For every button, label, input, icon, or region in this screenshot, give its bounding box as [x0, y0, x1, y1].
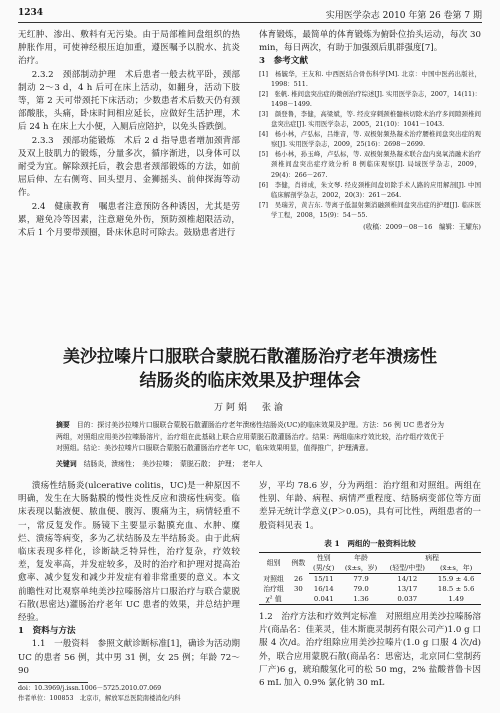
- table-cell: 26: [294, 574, 303, 583]
- table-cell: 16/14: [313, 585, 334, 594]
- column-header: 年龄: [339, 553, 383, 564]
- table-cell: 79.0: [353, 585, 369, 594]
- column-subheader: (轻型/中型): [383, 563, 431, 574]
- table-cell: 18.5 ± 5.6: [437, 585, 475, 594]
- received-note: (收稿：2009－08－16 编辑：王耀东): [363, 223, 481, 232]
- keywords-text: 结肠炎，溃疡性； 美沙拉嗪； 蒙脱石散； 护理； 老年人: [83, 460, 263, 468]
- reference-item: [6] 李健，肖祥成，朱文琴. 经皮颈椎间盘切除手术人路的应用解剖[J]. 中国临床解剖学杂志，2002，20(3)：261－264.: [259, 180, 481, 199]
- keywords-label: 关键词: [56, 460, 77, 468]
- right-column-body: [259, 480, 481, 690]
- table-cell: χ² 值: [259, 594, 288, 605]
- reference-item: [5] 杨小林，孙玉峰，卢弘标，等. 双极射频热凝术联合盘内臭氧消融术治疗颈椎间盘突出症疗效分析 8 例临床观察[J]. 局域医学杂志，2009，29(4)：266－267.: [259, 150, 481, 179]
- table-cell: 14/12: [397, 575, 418, 584]
- table-cell: 77.9: [353, 575, 369, 584]
- left-column-body: [18, 480, 240, 678]
- table-cell: 1.49: [431, 594, 481, 605]
- reference-item: [2] 张帆. 椎间盘突出症的微创治疗综述[J]. 实用医学杂志，2007，14(11)：1498－1499.: [259, 89, 482, 108]
- reference-item: [3] 颜登鲁，李健，高梁斌，等. 经皮穿刺颈椎髓核切除术治疗多间隙颈椎间盘突出症[J]. 实用医学杂志，2005，21(10)：1041－1043.: [259, 109, 481, 129]
- column-header: 病程: [383, 553, 481, 564]
- reference-item: [7] 吴瑞芳，黄吉东. 等离子低温射频消融颈椎间盘突出症的护理[J]. 临床医学工程，2008，15(9)：54－55.: [259, 200, 481, 219]
- keywords: [56, 458, 444, 468]
- title-line: 美沙拉嗪片口服联合蒙脱石散灌肠治疗老年溃疡性: [63, 347, 437, 367]
- table-title: 表 1 两组的一般资料比较: [324, 538, 416, 548]
- authors: 万阿娟 张渝: [213, 403, 286, 413]
- table-cell: 15.9 ± 4.6: [437, 575, 475, 584]
- paragraph: 2.4 健康教育 嘱患者注意预防各种诱因，尤其是劳累，避免冷等因素，注意避免外伤，预防颈椎超限活动，术后 1 个月要带颈圈，卧床休息时可除去。鼓励患者进行: [18, 201, 240, 239]
- data-table: [259, 552, 481, 605]
- paragraph: 2.3.2 颈部制动护理 术后患者一般去枕平卧，颈部制动 2～3 d，4 h 后可在床上活动，如翻身，活动下肢等，第 2 天可带颈托下床活动；少数患者术后数天仍有颈部酸胀，头痛，卧床时间相应延长，应做好生活护理，术后 24 h 在床上大小便，入厕后应陪护，以免头昏跌倒。: [18, 69, 240, 133]
- column-header: 组别: [259, 553, 288, 574]
- paragraph: 1.2 治疗方法和疗效判定标准 对照组应用美沙拉嗪肠溶片(商品名：佳莱灵，佳木斯鹿灵制药有限公司产)1.0 g 口服 4 次/d。治疗组除应用美沙拉嗪片(1.0 g 口服 4 次/d)外，联合应用蒙脱石散(商品名：思密达，北京同仁堂制药厂产)6 g，琥珀酸氢化可的松 50 mg，2% 盐酸普鲁卡因 6 mL 加入 0.9% 氯化钠 30 mL: [259, 612, 481, 689]
- references-heading: 3 参考文献: [259, 56, 308, 67]
- table-cell: 30: [294, 585, 303, 594]
- paragraph: 溃疡性结肠炎(ulcerative colitis，UC)是一种原因不明确，发生在大肠黏膜的慢性炎性反应和溃疡性病变。临床表现以黏液便、脓血便、腹泻、腹痛为主，病情轻重不一，常反复发作。肠镜下主要显示黏膜充血、水肿、糜烂、溃疡等病变，多为乙状结肠及左半结肠炎。由于此病临床表现多样化，诊断缺乏特异性，治疗复杂，疗效较差，复发率高，并发症较多，及时的治疗和护理对提高治愈率、减少复发和减少并发症有着非常重要的意义。本文前瞻性对比观察单纯美沙拉嗪肠溶片口服治疗与联合蒙脱石散(思密达)灌肠治疗老年 UC 患者的效果，并总结护理经验。: [18, 481, 240, 624]
- page-number: 1234: [18, 8, 44, 18]
- column-header: 例数: [288, 553, 308, 574]
- paragraph: 无红肿、渗出、敷料有无污染。由于局部椎间盘组织的热肿胀作用，可使神经根压迫加重，遵医嘱予以脱水、抗炎治疗。: [18, 30, 240, 67]
- table-row: [259, 574, 481, 585]
- paragraph: 2.3.3 颈部功能锻炼 术后 2 d 指导患者增加颈背部及双上肢肌力的锻炼，分量多次，循序渐进，以身体可以耐受为宜。解除颈托后，教会患者颈部锻炼的方法，如前屈后伸、左右侧弯、回头望月、金狮摇头、前伸探海等动作。: [18, 135, 240, 199]
- paragraph: 岁，平均 78.6 岁，分为两组：治疗组和对照组。两组在性别、年龄、病程、病情严重程度、结肠病变部位等方面差异无统计学意义(P＞0.05)，具有可比性，两组患者的一般资料见表 1。: [259, 481, 481, 531]
- section-heading: 1 资料与方法: [18, 626, 76, 637]
- header-rule: [18, 22, 482, 23]
- abstract: [56, 420, 444, 455]
- table-cell: 0.037: [383, 594, 431, 605]
- table-cell: 1.36: [339, 594, 383, 605]
- column-subheader: (x̄±s，岁): [339, 563, 383, 574]
- column-header: 性别: [309, 553, 339, 564]
- reference-item: [4] 杨小林，卢弘标，吕维音，等. 双极射频热凝术治疗腰椎间盘突出症的观察[J]. 实用医学杂志，2009，25(16)：2698－2699.: [259, 130, 481, 149]
- doi: doi：10.3969/j.issn.1006－5725.2010.07.069: [18, 685, 162, 692]
- column-subheader: (男/女): [309, 563, 339, 574]
- affiliation: 作者单位：100853 北京市，解放军总医院南楼消化内科: [18, 695, 181, 702]
- table-cell: 13/17: [397, 585, 418, 594]
- journal-name: 实用医学杂志 2010 年第 26 卷第 7 期: [325, 11, 482, 21]
- running-header: [18, 6, 482, 22]
- table-cell: 15/11: [313, 575, 334, 584]
- footnote-rule: [18, 682, 88, 683]
- table-cell: [288, 594, 308, 605]
- table-row: [259, 594, 481, 605]
- reference-item: [1] 杨毓华，王友和. 中西医结合骨伤科学[M]. 北京：中国中医药出版社，1998：511.: [259, 69, 481, 88]
- right-column-top: [259, 29, 481, 234]
- column-subheader: (x̄±s，年): [431, 563, 481, 574]
- table-cell: 治疗组: [263, 585, 284, 594]
- paragraph: 体育锻炼，最简单的体育锻炼为俯卧位抬头运动，每次 30 min，每日两次，有助于加强颈后肌群强度[7]。: [259, 30, 481, 54]
- paragraph: 1.1 一般资料 参照文献诊断标准[1]，确诊为活动期 UC 的患者 56 例，其中男 31 例，女 25 例；年龄 72～90: [18, 639, 240, 676]
- table-cell: 对照组: [263, 574, 284, 583]
- title-line: 结肠炎的临床效果及护理体会: [139, 371, 361, 391]
- abstract-text: 目的：探讨美沙拉嗪片口服联合蒙脱石散灌肠治疗老年溃疡性结肠炎(UC)的临床效果及护理。方法：56 例 UC 患者分为两组，对照组应用美沙拉嗪肠溶片，治疗组在此基础上联合应用蒙脱石散灌肠治疗。结果：两组临床疗效比较，治疗组疗效优于对照组。结论：美沙拉嗪片口服联合蒙脱石散灌肠治疗老年 UC，临床效果明显，值得推广，护理满意。: [56, 421, 445, 452]
- left-column-top: [18, 29, 240, 240]
- abstract-label: 摘要: [56, 421, 70, 429]
- article-title: [0, 345, 500, 393]
- table-cell: 0.041: [309, 594, 339, 605]
- table-row: [259, 584, 481, 594]
- footnote: [18, 684, 181, 704]
- reference-list: [259, 69, 481, 220]
